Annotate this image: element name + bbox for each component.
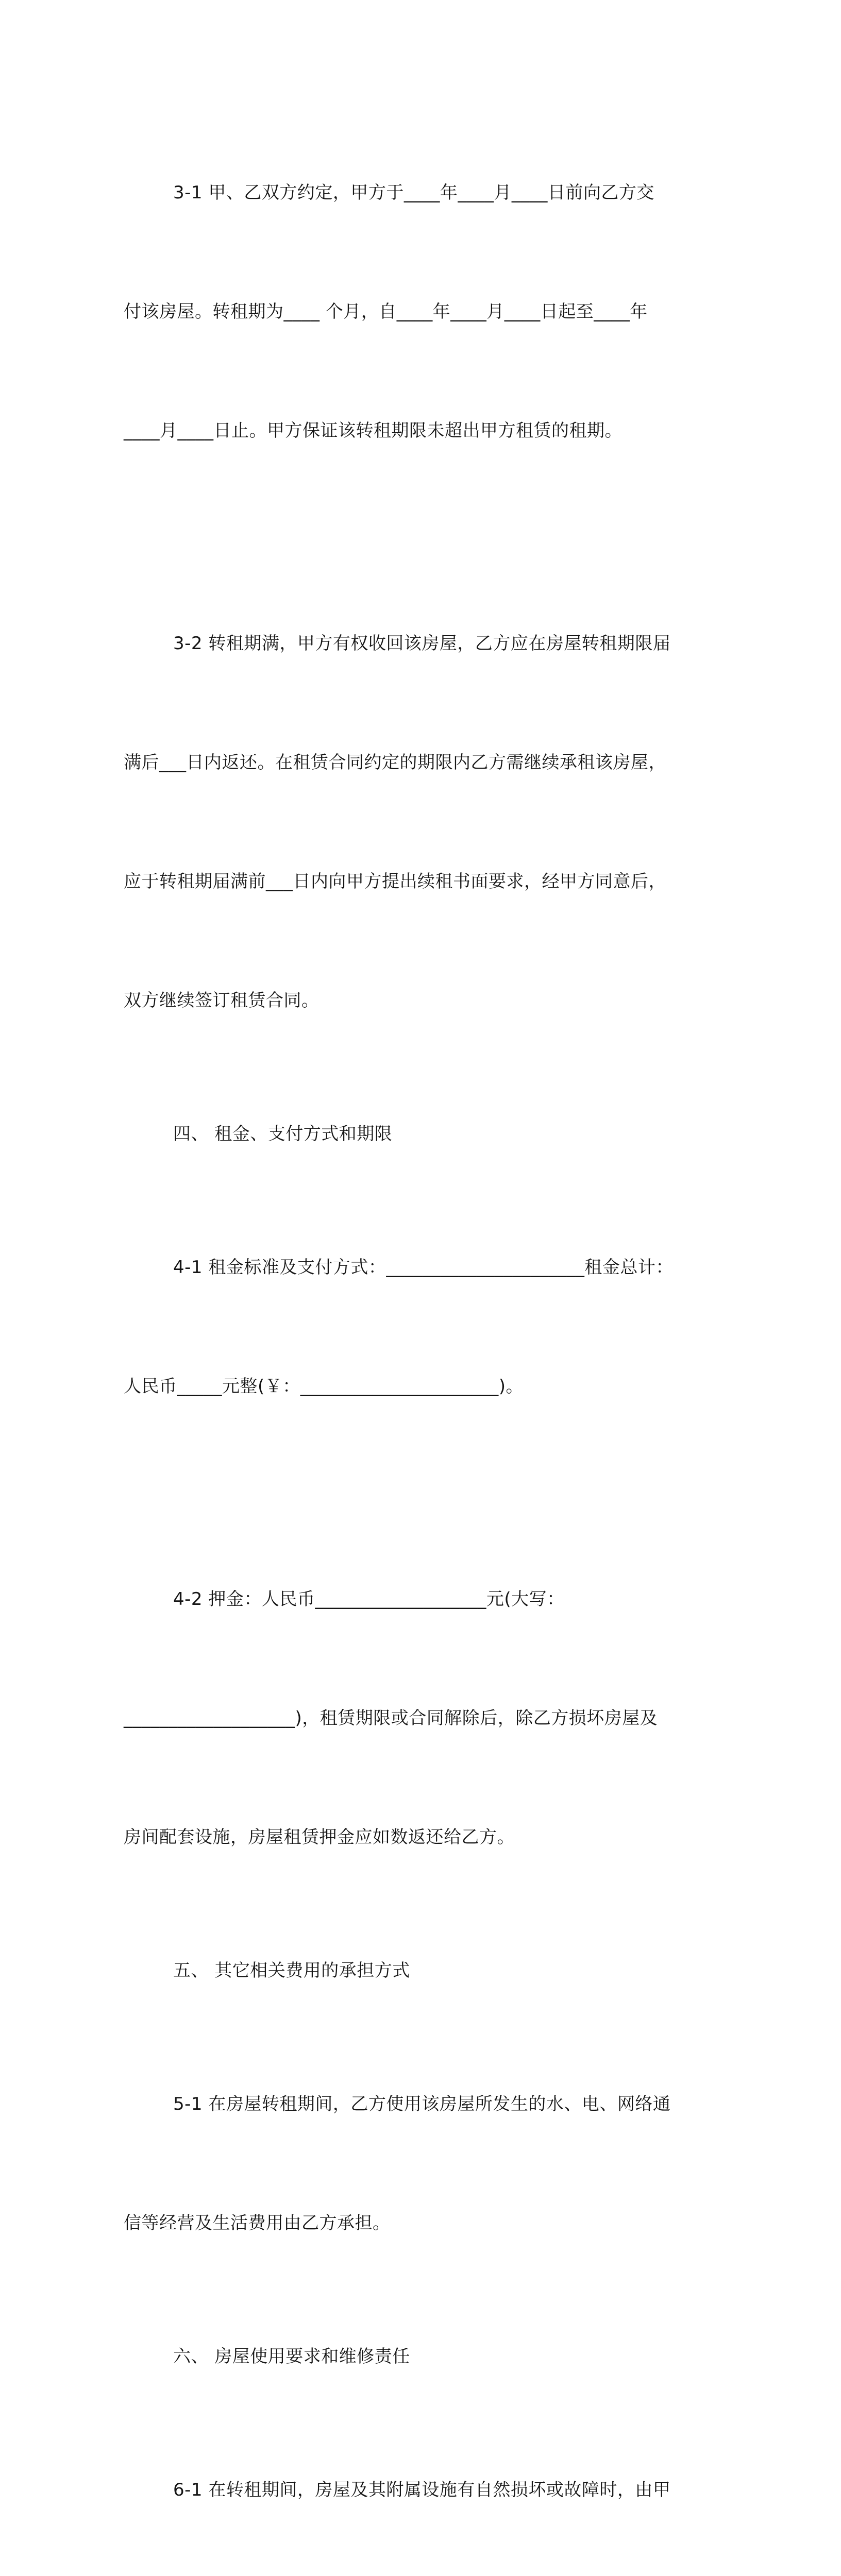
- paragraph-line: 6-1 在转租期间，房屋及其附属设施有自然损坏或故障时，由甲: [173, 2480, 671, 2500]
- section-heading-6: 六、 房屋使用要求和维修责任: [173, 2346, 410, 2367]
- paragraph-line: 4-2 押金：人民币___________________元(大写：: [173, 1589, 565, 1609]
- paragraph-line: 5-1 在房屋转租期间，乙方使用该房屋所发生的水、电、网络通: [173, 2094, 671, 2114]
- paragraph-line: 4-1 租金标准及支付方式：______________________租金总计：: [173, 1257, 674, 1278]
- paragraph-line: 满后___日内返还。在租赁合同约定的期限内乙方需继续承租该房屋，: [124, 752, 666, 773]
- paragraph-line: 信等经营及生活费用由乙方承担。: [124, 2213, 391, 2233]
- paragraph-line: 应于转租期届满前___日内向甲方提出续租书面要求，经甲方同意后，: [124, 871, 666, 892]
- paragraph-4-2: [124, 1500, 706, 1937]
- paragraph-line: 付该房屋。转租期为____ 个月，自____年____月____日起至____年: [124, 301, 648, 322]
- paragraph-line: ____月____日止。甲方保证该转租期限未超出甲方租赁的租期。: [124, 420, 623, 441]
- paragraph-line: 3-2 转租期满，甲方有权收回该房屋，乙方应在房屋转租期限届: [173, 633, 671, 654]
- paragraph-line: ___________________)，租赁期限或合同解除后，除乙方损坏房屋及: [124, 1708, 658, 1728]
- paragraph-line: 人民币_____元整(￥：______________________)。: [124, 1376, 524, 1397]
- paragraph-4-1: [124, 1168, 706, 1486]
- paragraph-3-2: [124, 545, 706, 1100]
- paragraph-3-1: [124, 94, 706, 530]
- section-heading-5: 五、 其它相关费用的承担方式: [173, 1960, 410, 1981]
- document-body: [124, 94, 706, 2576]
- paragraph-6-1: [124, 2391, 706, 2576]
- section-heading-4: 四、 租金、支付方式和期限: [173, 1124, 393, 1144]
- paragraph-5-1: [124, 2005, 706, 2323]
- paragraph-line: 3-1 甲、乙双方约定，甲方于____年____月____日前向乙方交: [173, 182, 654, 203]
- paragraph-line: 双方继续签订租赁合同。: [124, 990, 319, 1011]
- paragraph-line: 房间配套设施，房屋租赁押金应如数返还给乙方。: [124, 1827, 515, 1848]
